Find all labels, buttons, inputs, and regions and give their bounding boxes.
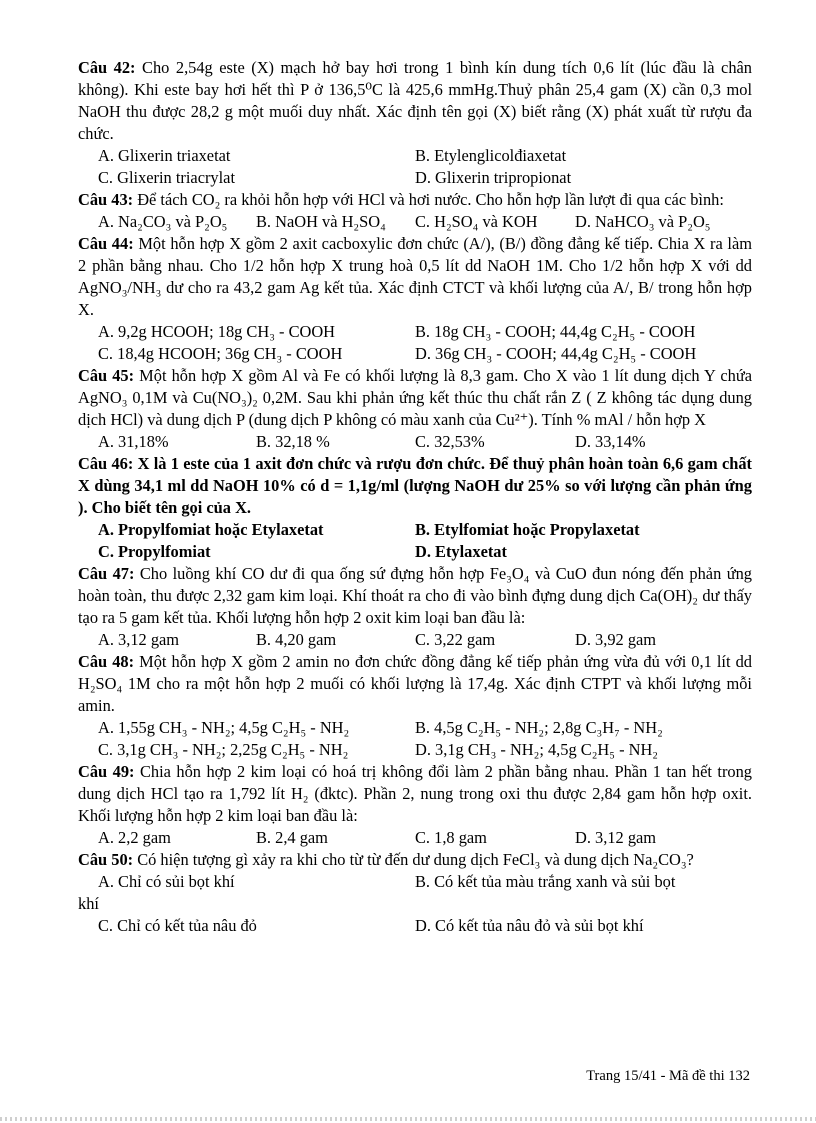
question-label: Câu 42: [78, 58, 136, 77]
option-a[interactable]: A. 3,12 gam [98, 630, 180, 649]
option-d[interactable]: D. NaHCO₃ và P₂O₅ [575, 212, 711, 231]
options-row [78, 431, 752, 453]
options-row [78, 145, 752, 167]
option-b[interactable]: B. Có kết tủa màu trắng xanh và sủi bọt [415, 872, 676, 891]
option-d[interactable]: D. Có kết tủa nâu đỏ và sủi bọt khí [415, 916, 644, 935]
option-c[interactable]: C. 1,8 gam [415, 828, 487, 847]
exam-page [78, 57, 752, 937]
option-b[interactable]: B. 4,20 gam [256, 630, 337, 649]
options-row [78, 343, 752, 365]
options-row [78, 739, 752, 761]
option-b[interactable]: B. Etylenglicolđiaxetat [415, 146, 567, 165]
question-text: Cho luồng khí CO dư đi qua ống sứ đựng hỗn hợp Fe₃O₄ và CuO đun nóng đến phản ứng hoàn toàn, thu được 2,32 gam kim loại. Khí thoát ra cho đi vào bình đựng dung dịch Ca(OH)₂ dư thấy tạo ra 5 gam kết tủa. Khối lượng hỗn hợp 2 oxit kim loại ban đầu là: [78, 564, 752, 627]
options-row [78, 541, 752, 563]
options-row [78, 629, 752, 651]
option-d[interactable]: D. 33,14% [575, 432, 646, 451]
question-label: Câu 45: [78, 366, 135, 385]
option-d[interactable]: D. Etylaxetat [415, 542, 507, 561]
option-c[interactable]: C. Glixerin triacrylat [98, 168, 235, 187]
question-43 [78, 189, 752, 211]
page-footer: Trang 15/41 - Mã đề thi 132 [586, 1068, 750, 1084]
option-c[interactable]: C. 18,4g HCOOH; 36g CH₃ - COOH [98, 344, 343, 363]
options-row [78, 717, 752, 739]
question-label: Câu 47: [78, 564, 135, 583]
option-a[interactable]: A. 9,2g HCOOH; 18g CH₃ - COOH [98, 322, 336, 341]
question-46 [78, 453, 752, 519]
option-c[interactable]: C. H₂SO₄ và KOH [415, 212, 538, 231]
option-c[interactable]: C. Propylfomiat [98, 542, 211, 561]
options-row [78, 519, 752, 541]
option-c[interactable]: C. 32,53% [415, 432, 485, 451]
option-a[interactable]: A. 1,55g CH₃ - NH₂; 4,5g C₂H₅ - NH₂ [98, 718, 350, 737]
option-a[interactable]: A. Propylfomiat hoặc Etylaxetat [98, 520, 324, 539]
option-b[interactable]: B. 2,4 gam [256, 828, 328, 847]
option-b[interactable]: B. 18g CH₃ - COOH; 44,4g C₂H₅ - COOH [415, 322, 696, 341]
question-label: Câu 50: [78, 850, 134, 869]
options-row [78, 893, 752, 915]
bottom-dotted-border [0, 1117, 816, 1121]
question-label: Câu 43: [78, 190, 134, 209]
option-a[interactable]: A. 2,2 gam [98, 828, 171, 847]
question-label: Câu 48: [78, 652, 135, 671]
option-b[interactable]: B. NaOH và H₂SO₄ [256, 212, 386, 231]
question-text: Để tách CO₂ ra khỏi hỗn hợp với HCl và hơi nước. Cho hỗn hợp lần lượt đi qua các bình: [133, 190, 724, 209]
option-b[interactable]: B. 4,5g C₂H₅ - NH₂; 2,8g C₃H₇ - NH₂ [415, 718, 663, 737]
question-text: Chia hỗn hợp 2 kim loại có hoá trị không đổi làm 2 phần bằng nhau. Phần 1 tan hết trong dung dịch HCl tạo ra 1,792 lít H₂ (đktc). Phần 2, nung trong oxi thu được 2,84 gam hỗn hợp oxit. Khối lượng hỗn hợp 2 kim loại ban đầu là: [78, 762, 752, 825]
option-c[interactable]: C. Chỉ có kết tủa nâu đỏ [98, 916, 257, 935]
options-row [78, 211, 752, 233]
options-row [78, 915, 752, 937]
option-a[interactable]: A. Chỉ có sủi bọt khí [98, 872, 235, 891]
option-c[interactable]: C. 3,1g CH₃ - NH₂; 2,25g C₂H₅ - NH₂ [98, 740, 349, 759]
question-text: Cho 2,54g este (X) mạch hở bay hơi trong 1 bình kín dung tích 0,6 lít (lúc đầu là chân không). Khi este bay hơi hết thì P ở 136,5⁰C là 425,6 mmHg.Thuỷ phân 25,4 gam (X) cần 0,3 mol NaOH thu được 28,2 g một muối duy nhất. Xác định tên gọi (X) biết rằng (X) phát xuất từ rượu đa chức. [78, 58, 752, 143]
question-text: Một hỗn hợp X gồm 2 amin no đơn chức đồng đẳng kế tiếp phản ứng vừa đủ với 0,1 lít dd H₂SO₄ 1M cho ra một hỗn hợp 2 muối có khối lượng là 17,4g. Xác định CTPT và khối lượng mỗi amin. [78, 652, 752, 715]
option-b[interactable]: B. 32,18 % [256, 432, 330, 451]
question-50 [78, 849, 752, 871]
question-44 [78, 233, 752, 321]
question-text: Có hiện tượng gì xảy ra khi cho từ từ đến dư dung dịch FeCl₃ và dung dịch Na₂CO₃? [133, 850, 694, 869]
question-label: Câu 44: [78, 234, 134, 253]
option-b-continued: khí [78, 894, 99, 913]
question-label: Câu 49: [78, 762, 135, 781]
question-47 [78, 563, 752, 629]
option-d[interactable]: D. 3,92 gam [575, 630, 657, 649]
question-text: X là 1 este của 1 axit đơn chức và rượu đơn chức. Để thuỷ phân hoàn toàn 6,6 gam chất X dùng 34,1 ml dd NaOH 10% có d = 1,1g/ml (lượng NaOH dư 25% so với lượng cần phản ứng ). Cho biết tên gọi của X. [78, 454, 752, 517]
option-c[interactable]: C. 3,22 gam [415, 630, 496, 649]
question-label: Câu 46: [78, 454, 134, 473]
option-a[interactable]: A. 31,18% [98, 432, 169, 451]
option-a[interactable]: A. Na₂CO₃ và P₂O₅ [98, 212, 228, 231]
option-d[interactable]: D. 36g CH₃ - COOH; 44,4g C₂H₅ - COOH [415, 344, 697, 363]
option-d[interactable]: D. 3,1g CH₃ - NH₂; 4,5g C₂H₅ - NH₂ [415, 740, 659, 759]
option-a[interactable]: A. Glixerin triaxetat [98, 146, 231, 165]
question-49 [78, 761, 752, 827]
option-d[interactable]: D. Glixerin tripropionat [415, 168, 572, 187]
options-row [78, 827, 752, 849]
option-d[interactable]: D. 3,12 gam [575, 828, 657, 847]
question-text: Một hỗn hợp X gồm Al và Fe có khối lượng là 8,3 gam. Cho X vào 1 lít dung dịch Y chứa AgNO₃ 0,1M và Cu(NO₃)₂ 0,2M. Sau khi phản ứng kết thúc thu chất rắn Z ( Z không tác dụng dung dịch HCl) và dung dịch P (dung dịch P không có màu xanh của Cu²⁺). Tính % mAl / hỗn hợp X [78, 366, 752, 429]
question-42 [78, 57, 752, 145]
question-48 [78, 651, 752, 717]
option-b[interactable]: B. Etylfomiat hoặc Propylaxetat [415, 520, 640, 539]
question-text: Một hỗn hợp X gồm 2 axit cacboxylic đơn chức (A/), (B/) đồng đẳng kế tiếp. Chia X ra làm 2 phần bằng nhau. Cho 1/2 hỗn hợp X trung hoà 0,5 lít dd NaOH 1M. Cho 1/2 hỗn hợp X với dd AgNO₃/NH₃ dư cho ra 43,2 gam Ag kết tủa. Xác định CTCT và khối lượng của A/, B/ trong hỗn hợp X. [78, 234, 752, 319]
options-row [78, 321, 752, 343]
options-row [78, 871, 752, 893]
question-45 [78, 365, 752, 431]
options-row [78, 167, 752, 189]
